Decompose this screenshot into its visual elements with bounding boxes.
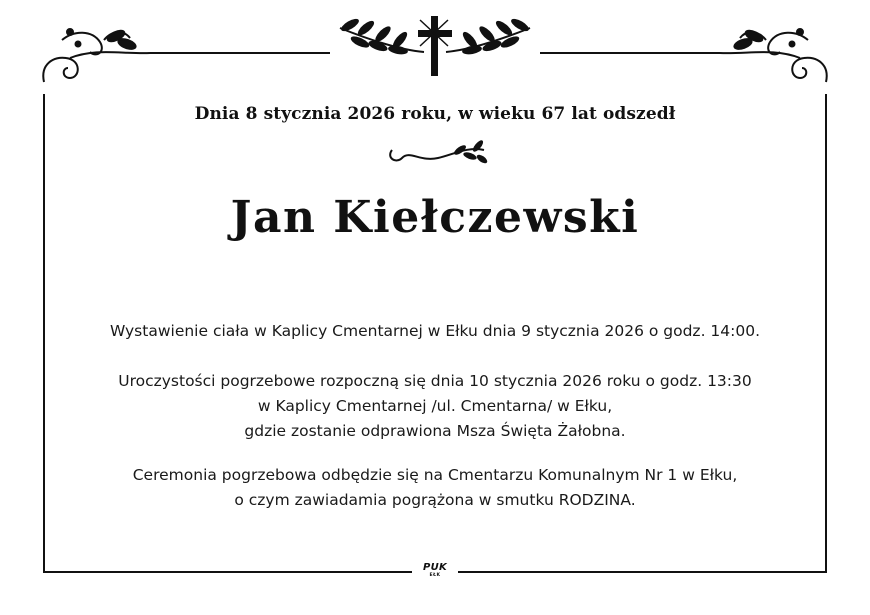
burial-info — [0, 463, 870, 513]
burial-line: o czym zawiadamia pogrążona w smutku RODZINA. — [234, 491, 636, 509]
funeral-service-line: w Kaplicy Cmentarnej /ul. Cmentarna/ w Ełku, — [257, 397, 613, 415]
corner-flourish-right-icon — [720, 29, 827, 82]
cross-with-laurel-icon — [339, 16, 530, 76]
funeral-service-line: gdzie zostanie odprawiona Msza Święta Żałobna. — [244, 422, 626, 440]
corner-flourish-left-icon — [43, 29, 150, 82]
deceased-name: Jan Kiełczewski — [230, 192, 640, 243]
funeral-service-info — [0, 369, 870, 444]
death-announcement-line: Dnia 8 stycznia 2026 roku, w wieku 67 lat odszedł — [194, 104, 676, 124]
leaf-sprig-icon — [390, 139, 488, 165]
logo-name: PUK — [422, 562, 448, 573]
viewing-info: Wystawienie ciała w Kaplicy Cmentarnej w Ełku dnia 9 stycznia 2026 o godz. 14:00. — [109, 322, 761, 340]
funeral-service-line: Uroczystości pogrzebowe rozpoczną się dnia 10 stycznia 2026 roku o godz. 13:30 — [118, 372, 752, 390]
logo-city: EŁK — [429, 573, 441, 578]
puk-logo — [417, 563, 453, 578]
burial-line: Ceremonia pogrzebowa odbędzie się na Cmentarzu Komunalnym Nr 1 w Ełku, — [132, 466, 738, 484]
